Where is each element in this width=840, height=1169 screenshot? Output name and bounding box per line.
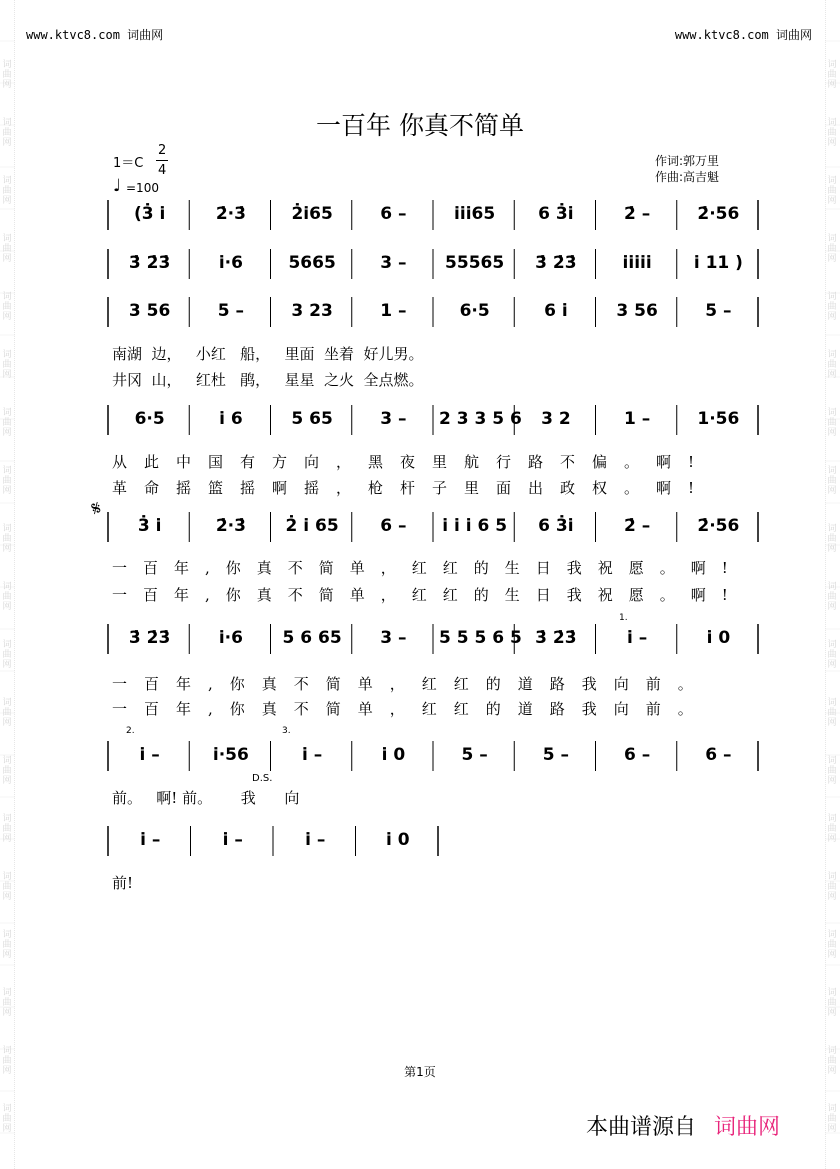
measure-notes: 6 3̇i̇ [538,516,574,536]
watermark-text: 词 曲 网 [2,930,12,960]
measure-notes: i̇ 0 [385,830,410,850]
measure-notes: 3 23 [291,301,333,321]
watermark-text: 词 曲 网 [2,408,12,438]
measure-notes: i̇ – [302,745,323,765]
watermark-text: 词 曲 网 [827,408,837,438]
watermark-text: 词 曲 网 [827,350,837,380]
watermark-text: 词 曲 网 [2,988,12,1018]
measure-notes: 6·5 [459,301,490,321]
measure-notes: 2̇·3̇ [215,204,246,224]
measure-notes: i̇ 0 [381,745,406,765]
measure-notes: 5665 [288,253,336,273]
watermark-text: 词 曲 网 [827,698,837,728]
measure-notes: 6·5 [134,409,165,429]
measure-notes: 2̇·56 [697,204,740,224]
time-signature-top: 2 [158,143,167,158]
watermark-text: 词 曲 网 [827,582,837,612]
measure-notes: 1·56 [697,409,740,429]
source-brand: 词曲网 [714,1115,781,1140]
watermark-text: 词 曲 网 [827,60,837,90]
measure-notes: 3 – [380,253,407,273]
watermark-text: 词 曲 网 [2,582,12,612]
score-line [108,200,758,230]
measure-notes: 2̇·56 [697,516,740,536]
lyrics-chorus1-a: 一百年,你真不简单，红红的生日我祝愿。啊! [112,559,744,577]
watermark-text: 词 曲 网 [827,814,837,844]
measure-notes: 3̇ 2̇3̇ [535,628,577,648]
watermark-text: 词 曲 网 [2,350,12,380]
watermark-text: 词 曲 网 [2,176,12,206]
volta-1-label: 1. [619,613,628,623]
measure-notes: i̇ i̇ i̇ 6 5 [442,516,508,536]
lyrics-ending-1: 前。 啊! 前。 我 向 [112,789,300,807]
watermark-text: 词 曲 网 [827,930,837,960]
time-signature-rule [156,160,168,161]
watermark-text: 词 曲 网 [2,118,12,148]
watermark-text: 词 曲 网 [2,234,12,264]
measure-notes: 3 56 [128,301,171,321]
measure-notes: 3̇ 2̇3̇ [128,628,171,648]
quarter-note-icon: ♩ [113,176,122,196]
watermark-text: 词 曲 网 [827,118,837,148]
measure-notes: 3 – [380,409,407,429]
measure-notes: i̇ – [139,745,160,765]
measure-notes: 5 – [461,745,488,765]
measure-notes: 3̇ 2̇3̇ [535,253,577,273]
measure-notes: i̇i̇i̇65 [454,204,496,224]
measure-notes: i̇·6 [218,628,243,648]
song-title: 一百年 你真不简单 [316,111,524,140]
score-line [108,741,758,771]
measure-notes: 5 – [705,301,732,321]
watermark-text: 词 曲 网 [827,640,837,670]
measure-notes: 5 – [542,745,569,765]
watermark-text: 词 曲 网 [2,524,12,554]
lyrics-verse1-a: 南湖 边， 小红 船， 里面 坐着 好儿男。 [112,345,424,363]
measure-notes: 6 – [380,516,407,536]
watermark-text: 词 曲 网 [2,1046,12,1076]
watermark-text: 词 曲 网 [827,756,837,786]
volta-2-label: 2. [126,726,135,736]
score-line [108,512,758,542]
measure-notes: 2 3 3 5 6 [439,409,522,429]
measure-notes: 3̇ i̇ [137,516,162,536]
time-signature-bottom: 4 [158,163,167,178]
measure-notes: 3 56 [616,301,658,321]
source-prefix: 本曲谱源自 [586,1115,697,1140]
watermark-text: 词 曲 网 [827,524,837,554]
tempo-marking: =100 [126,181,159,195]
watermark-text: 词 曲 网 [2,640,12,670]
score-line [108,826,758,856]
measure-notes: 2̇ – [624,516,651,536]
measure-notes: i̇ – [627,628,648,648]
watermark-text: 词 曲 网 [827,176,837,206]
measure-notes: 2̇·3̇ [215,516,246,536]
measure-notes: i̇ – [222,830,243,850]
watermark-text: 词 曲 网 [827,872,837,902]
measure-notes: 3 – [380,628,407,648]
measure-notes: 2̇ i̇ 65 [285,516,339,536]
measure-notes: 1 – [380,301,407,321]
score-line [108,297,758,327]
lyrics-verse2-b: 革命摇篮摇啊摇，枪杆子里面出政权。啊! [112,479,712,497]
lyrics-chorus1-b: 一百年,你真不简单，红红的生日我祝愿。啊! [112,586,744,604]
measure-notes: (3̇ i̇ [133,204,166,224]
measure-notes: i̇ – [305,830,326,850]
site-header-right: www.ktvc8.com 词曲网 [674,28,812,42]
lyricist-credit: 作词:郭万里 [655,154,720,168]
measure-notes: i̇·6 [218,253,243,273]
watermark-text: 词 曲 网 [827,234,837,264]
volta-3-label: 3. [282,726,291,736]
measure-notes: i̇i̇i̇i̇i̇ [622,253,652,273]
segno-icon: 𝄋 [88,495,105,521]
measure-notes: 3̇ 2̇3̇ [128,253,171,273]
measure-notes: 3 2 [541,409,571,429]
score-line [108,624,758,654]
measure-notes: 6 i̇ [544,301,568,321]
measure-notes: 6 – [624,745,651,765]
watermark-text: 词 曲 网 [2,872,12,902]
site-header-left: www.ktvc8.com 词曲网 [26,28,164,42]
score-line [108,405,758,435]
measure-notes: 2̇ – [624,204,651,224]
measure-notes: 2̇i̇65 [291,204,333,224]
measure-notes: 1 – [624,409,651,429]
dal-segno-mark: D.S. [252,773,273,784]
watermark-text: 词 曲 网 [827,1046,837,1076]
watermark-text: 词 曲 网 [2,60,12,90]
watermark-text: 词 曲 网 [2,814,12,844]
measure-notes: i̇ 11 ) [693,253,743,273]
measure-notes: 6 – [705,745,732,765]
measure-notes: 5 65 [291,409,333,429]
watermark-text: 词 曲 网 [2,698,12,728]
measure-notes: i̇·56 [212,745,249,765]
watermark-text: 词 曲 网 [827,1104,837,1134]
watermark-text: 词 曲 网 [827,466,837,496]
lyrics-verse2-a: 从此中国有方向，黑夜里航行路不偏。啊! [112,453,712,471]
lyrics-chorus2-a: 一百年,你真不简单，红红的道路我向前。 [112,675,710,693]
page-number: 第1页 [404,1065,436,1079]
measure-notes: 5 6 65 [282,628,342,648]
lyrics-verse1-b: 井冈 山， 红杜 鹃， 星星 之火 全点燃。 [112,371,424,389]
lyrics-ending-2: 前! [112,874,134,892]
measure-notes: i̇ 6 [219,409,243,429]
measure-notes: 5 – [217,301,244,321]
measure-notes: i̇ 0 [706,628,731,648]
watermark-text: 词 曲 网 [827,988,837,1018]
measure-notes: 5 5 5 6 5 [439,628,522,648]
measure-notes: 55565 [445,253,505,273]
watermark-text: 词 曲 网 [2,466,12,496]
composer-credit: 作曲:高吉魁 [655,170,720,184]
score-line [108,249,758,279]
watermark-text: 词 曲 网 [2,292,12,322]
measure-notes: 6 3̇i̇ [538,204,574,224]
source-credit [586,1110,780,1141]
watermark-text: 词 曲 网 [827,292,837,322]
watermark-text: 词 曲 网 [2,1104,12,1134]
watermark-text: 词 曲 网 [2,756,12,786]
measure-notes: 6 – [380,204,407,224]
key-signature: 1＝C [113,156,144,171]
lyrics-chorus2-b: 一百年,你真不简单，红红的道路我向前。 [112,700,710,718]
measure-notes: i̇ – [140,830,161,850]
